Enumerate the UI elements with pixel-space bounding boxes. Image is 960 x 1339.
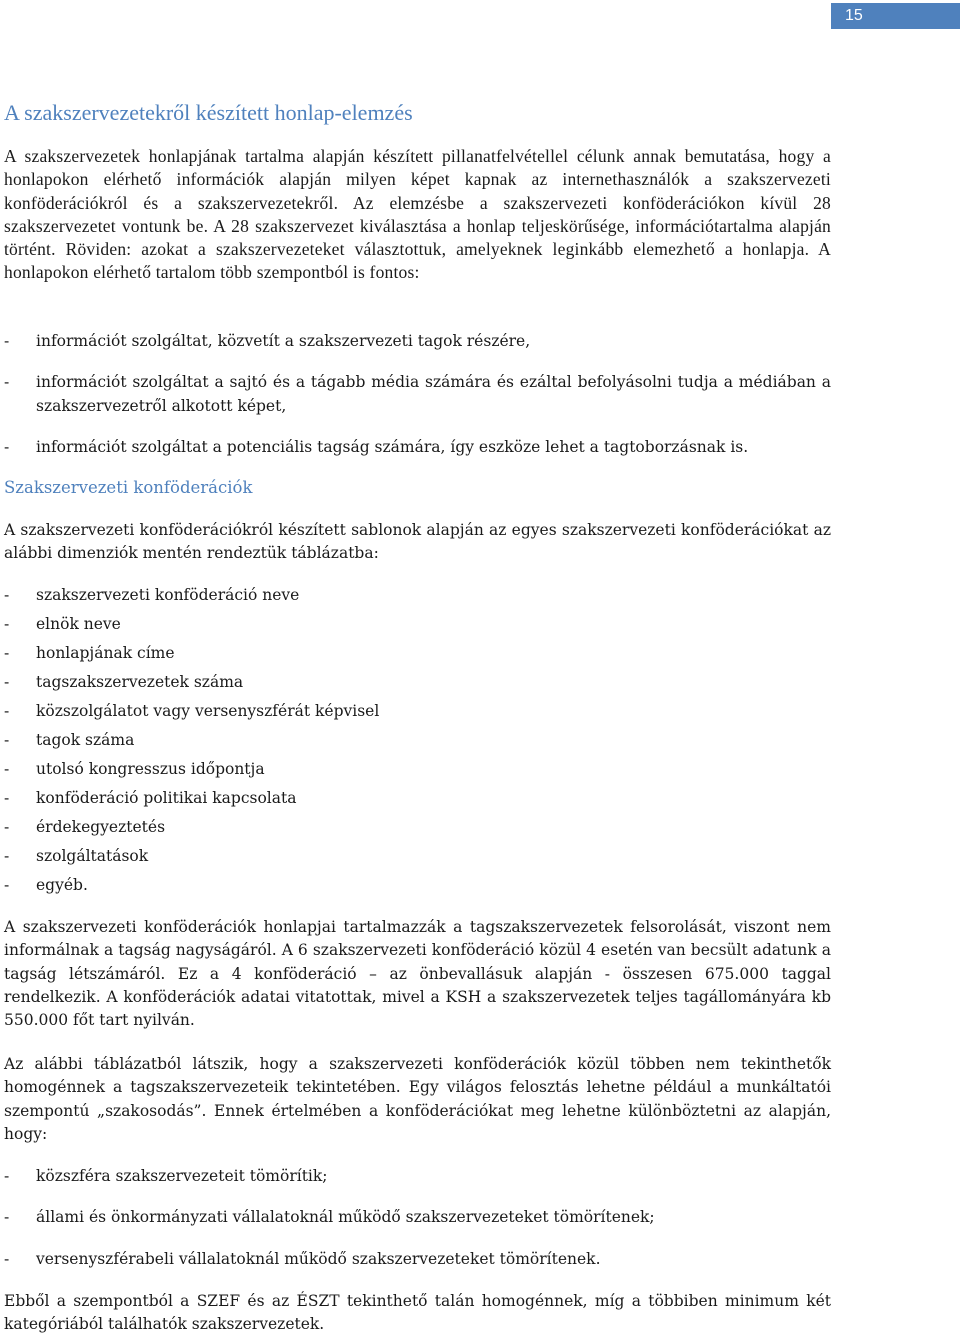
page-number-badge: 15 — [831, 3, 960, 29]
list-item: - információt szolgáltat, közvetít a szakszervezeti tagok részére, — [4, 332, 531, 350]
list-item: - információt szolgáltat a sajtó és a tágabb média számára és ezáltal befolyásolni tudja a médiában a szakszervezetről alkotott képet, — [4, 373, 831, 415]
list-item: - szolgáltatások — [4, 847, 149, 865]
list-item: - konföderáció politikai kapcsolata — [4, 789, 297, 807]
homogeneity-paragraph: Az alábbi táblázatból látszik, hogy a szakszervezeti konföderációk közül többen nem tekinthetők homogénnek a tagszakszervezeteik tekintetében. Egy világos felosztás lehetne például a munkáltatói szempontú „szakosodás”. Ennek értelmében a konföderációkat meg lehetne különböztetni az alapján, hogy: — [4, 1055, 831, 1143]
list-item: - érdekegyeztetés — [4, 818, 166, 836]
dimension-list — [4, 584, 831, 903]
list-item: - közszféra szakszervezeteit tömörítik; — [4, 1167, 328, 1185]
purpose-list — [4, 330, 831, 477]
section-intro-paragraph: A szakszervezeti konföderációkról készített sablonok alapján az egyes szakszervezeti konföderációkat az alábbi dimenziók mentén rendeztük táblázatba: — [4, 521, 831, 563]
conclusion-paragraph: Ebből a szempontból a SZEF és az ÉSZT tekinthető talán homogénnek, míg a többiben minimum két kategóriából találhatók szakszervezetek. — [4, 1292, 831, 1334]
list-item: - tagszakszervezetek száma — [4, 673, 244, 691]
list-item: - versenyszférabeli vállalatoknál működő szakszervezeteket tömörítenek. — [4, 1249, 601, 1268]
list-item: - szakszervezeti konföderáció neve — [4, 586, 300, 604]
list-item: - utolsó kongresszus időpontja — [4, 760, 265, 778]
list-item: - állami és önkormányzati vállalatoknál működő szakszervezeteket tömörítenek; — [4, 1208, 655, 1227]
sector-list — [4, 1165, 831, 1289]
membership-paragraph: A szakszervezeti konföderációk honlapjai tartalmazzák a tagszakszervezetek felsorolását, viszont nem informálnak a tagság nagyságáról. A 6 szakszervezeti konföderáció közül 4 esetén van becsült adatunk a tagság létszámáról. Ez a 4 konföderáció – az önbevallásuk alapján - összesen 675.000 taggal rendelkezik. A konföderációk adatai vitatottak, mivel a KSH a szakszervezetek teljes tagállományára kb 550.000 főt tart nyilván. — [4, 918, 831, 1030]
list-item: - egyéb. — [4, 876, 88, 894]
section-title: Szakszervezeti konföderációk — [4, 478, 253, 497]
list-item: - információt szolgáltat a potenciális tagság számára, így eszköze lehet a tagtoborzásnak is. — [4, 437, 749, 456]
intro-paragraph: A szakszervezetek honlapjának tartalma alapján készített pillanatfelvétellel célunk annak bemutatása, hogy a honlapokon elérhető információk alapján milyen képet kapnak az internethasználók a szakszervezeti konföderációkról és a szakszervezetekről. Az elemzésbe a szakszervezeti konföderációkon kívül 28 szakszervezetet vontunk be. A 28 szakszervezet kiválasztása a honlap teljeskörűsége, információtartalma alapján történt. Röviden: azokat a szakszervezeteket választottuk, amelyeknek leginkább elemezhető a honlapja. A honlapokon elérhető tartalom több szempontból is fontos: — [4, 146, 831, 283]
list-item: - tagok száma — [4, 731, 135, 749]
list-item: - közszolgálatot vagy versenyszférát képvisel — [4, 702, 380, 720]
page-title: A szakszervezetekről készített honlap-elemzés — [4, 100, 413, 125]
list-item: - elnök neve — [4, 615, 121, 633]
list-item: - honlapjának címe — [4, 644, 175, 662]
